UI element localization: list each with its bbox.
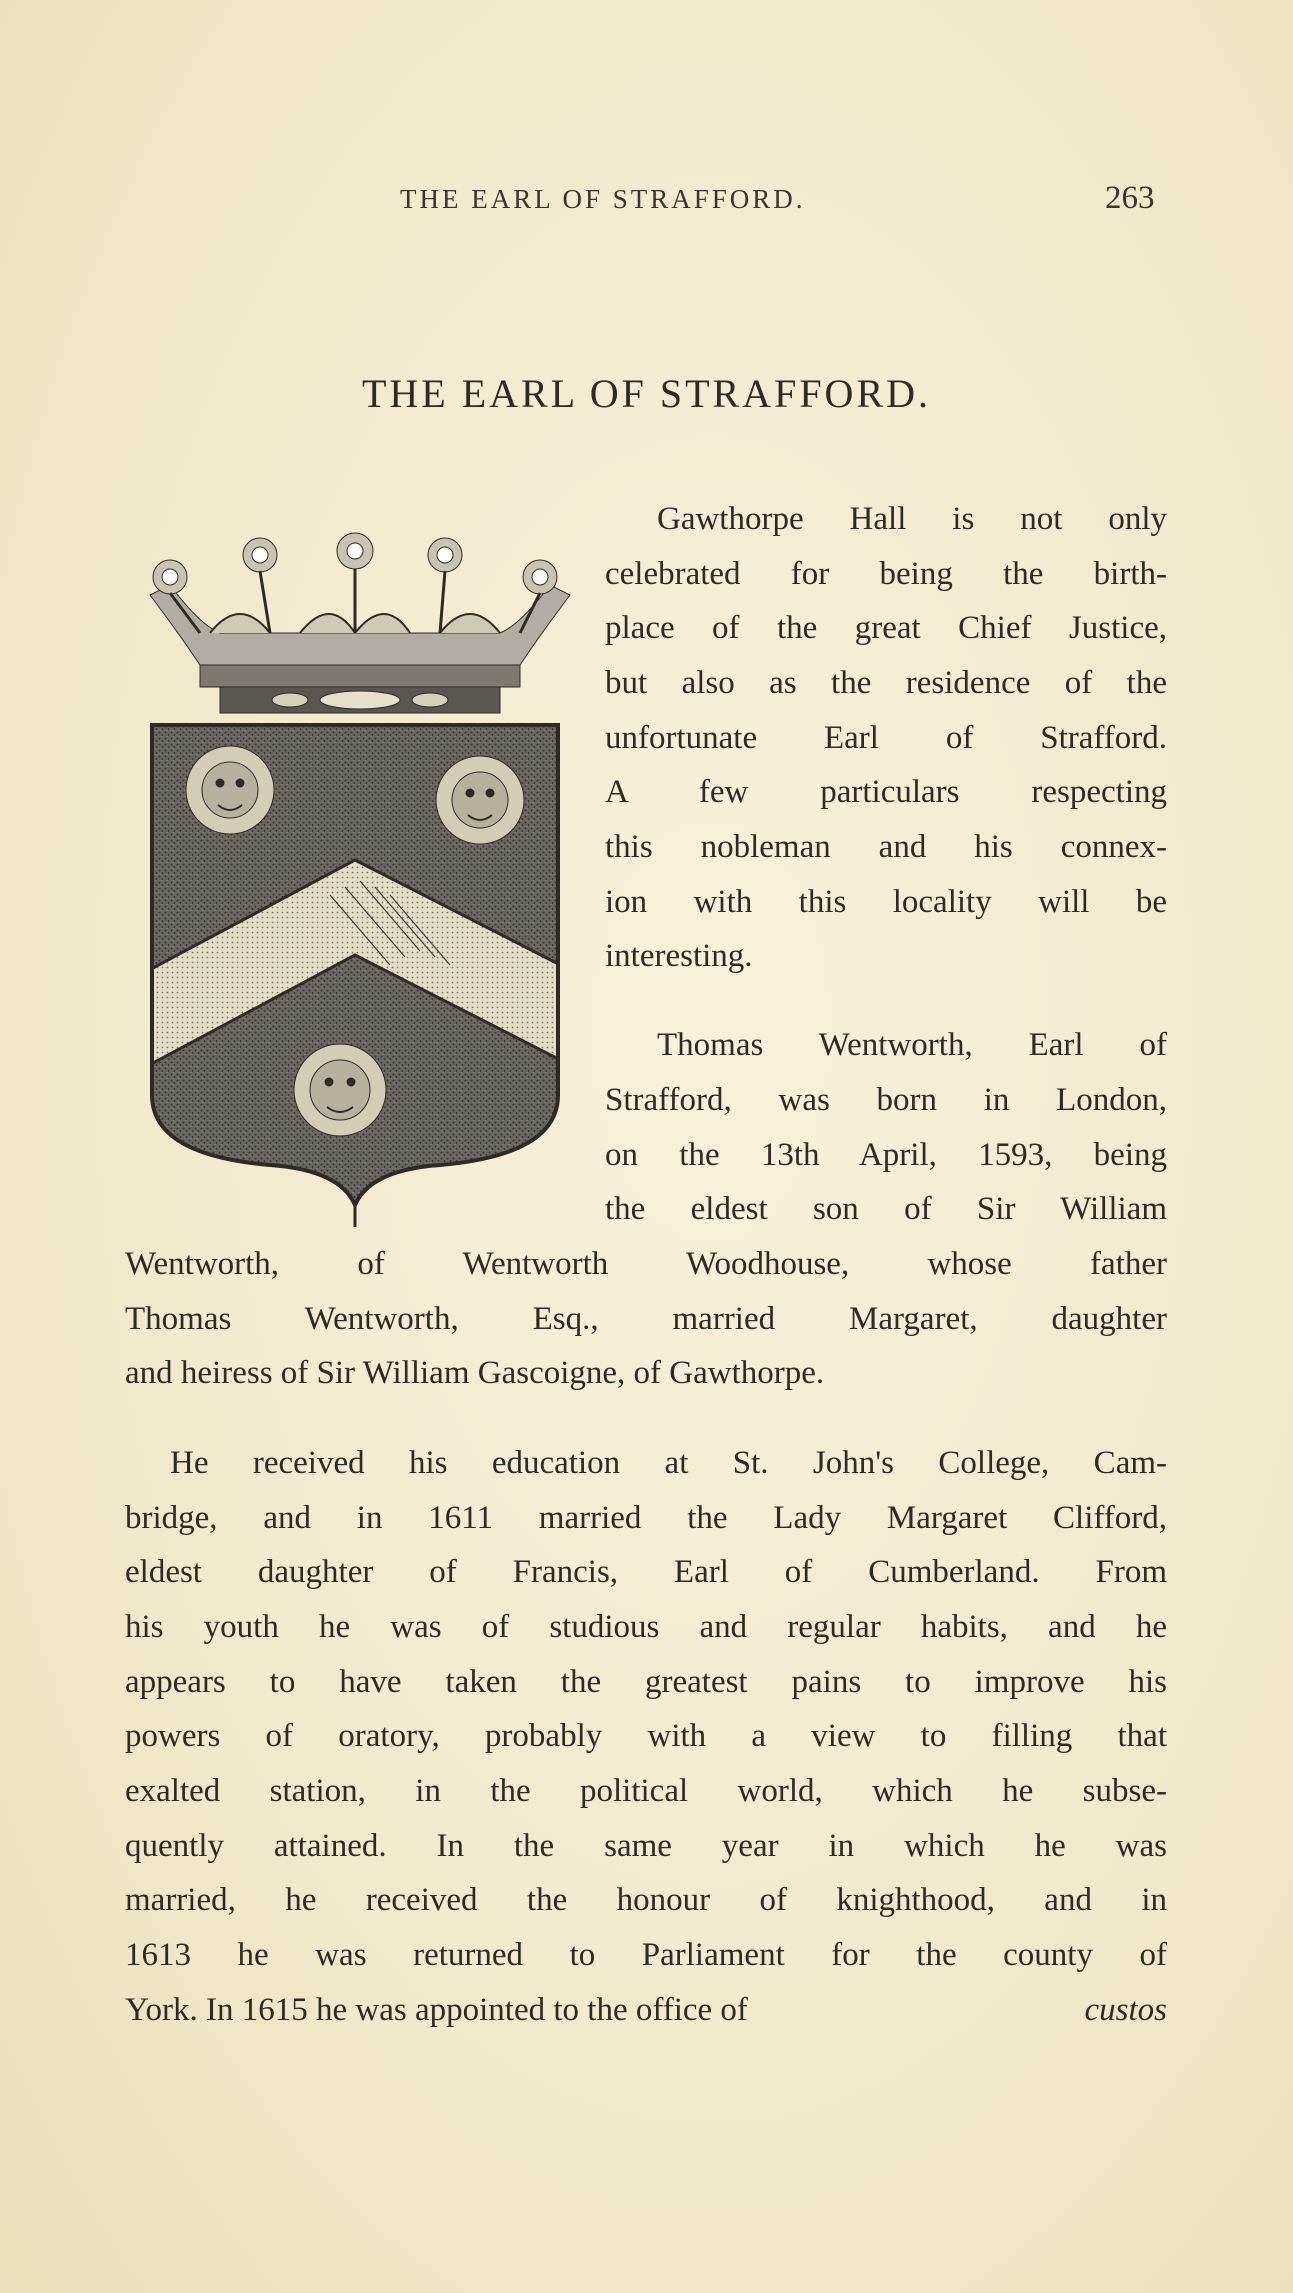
text-line: the eldest son of Sir William <box>605 1191 1167 1227</box>
lion-head-bottom <box>294 1044 386 1136</box>
text-line: 1613 he was returned to Parliament for the county of <box>125 1937 1167 1973</box>
text-line: this nobleman and his connex- <box>605 829 1167 865</box>
lion-head-top-left <box>186 746 274 834</box>
text-line: appears to have taken the greatest pains to improve his <box>125 1664 1167 1700</box>
text-line: Strafford, was born in London, <box>605 1082 1167 1118</box>
text-line: A few particulars respecting <box>605 774 1167 810</box>
coronet <box>150 533 570 713</box>
text-line: Wentworth, of Wentworth Woodhouse, whose father <box>125 1246 1167 1282</box>
text-line: place of the great Chief Justice, <box>605 610 1167 646</box>
coat-of-arms-illustration <box>140 515 580 1230</box>
text-line: Thomas Wentworth, Esq., married Margaret, daughter <box>125 1301 1167 1337</box>
lion-head-top-right <box>436 756 524 844</box>
text-line: He received his education at St. John's College, Cam- <box>170 1445 1167 1481</box>
text-line: celebrated for being the birth- <box>605 556 1167 592</box>
italic-word: custos <box>1084 1992 1167 2028</box>
text-line: bridge, and in 1611 married the Lady Margaret Clifford, <box>125 1500 1167 1536</box>
text-line: Thomas Wentworth, Earl of <box>657 1027 1167 1063</box>
text-line: married, he received the honour of knighthood, and in <box>125 1882 1167 1918</box>
text-line: his youth he was of studious and regular habits, and he <box>125 1609 1167 1645</box>
text-line: on the 13th April, 1593, being <box>605 1137 1167 1173</box>
page-number: 263 <box>1105 180 1155 216</box>
text-line: eldest daughter of Francis, Earl of Cumberland. From <box>125 1554 1167 1590</box>
text-line: unfortunate Earl of Strafford. <box>605 720 1167 756</box>
running-head: THE EARL OF STRAFFORD. <box>400 184 806 214</box>
text-line: interesting. <box>605 938 753 974</box>
text-line: Gawthorpe Hall is not only <box>657 501 1167 537</box>
text-line: quently attained. In the same year in which he was <box>125 1828 1167 1864</box>
text-line: ion with this locality will be <box>605 884 1167 920</box>
text-line-last <box>125 1994 1167 2027</box>
chapter-title: THE EARL OF STRAFFORD. <box>361 371 932 416</box>
text-line: and heiress of Sir William Gascoigne, of Gawthorpe. <box>125 1355 825 1391</box>
text-line: York. In 1615 he was appointed to the office of <box>125 1992 748 2028</box>
text-line: powers of oratory, probably with a view to filling that <box>125 1718 1167 1754</box>
text-line: but also as the residence of the <box>605 665 1167 701</box>
text-line: exalted station, in the political world, which he subse- <box>125 1773 1167 1809</box>
